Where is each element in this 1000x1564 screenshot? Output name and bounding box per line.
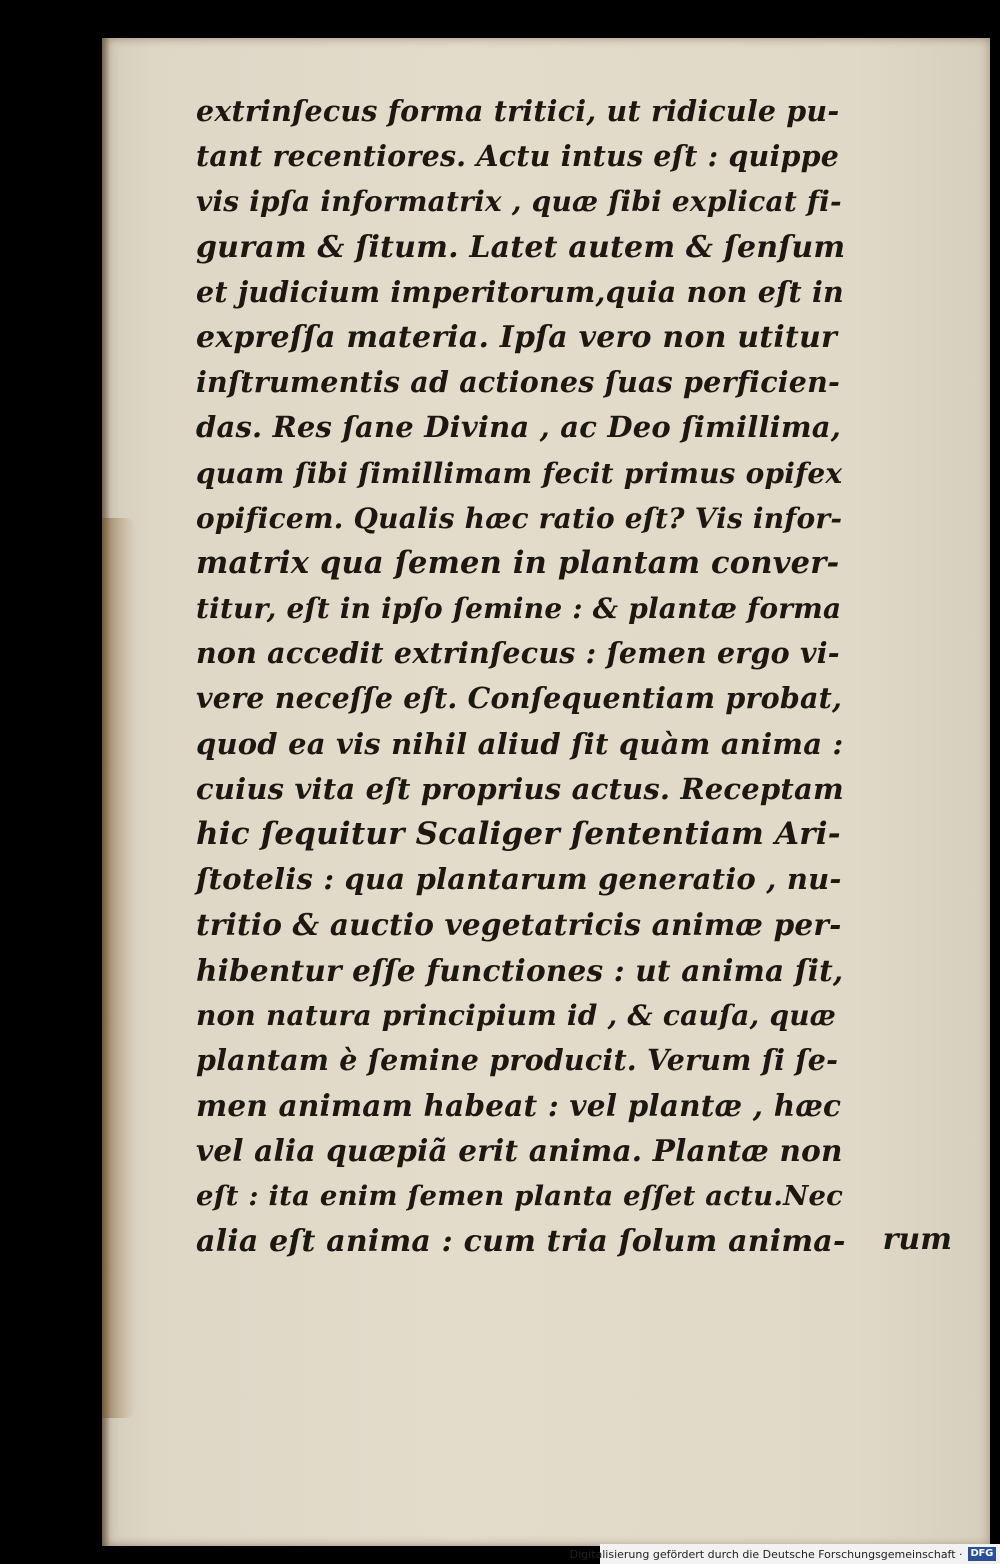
text-line: opificem. Qualis hæc ratio eſt? Vis infor-	[196, 501, 843, 535]
text-line: ſtotelis : qua plantarum generatio , nu-	[196, 862, 842, 897]
text-line: quod ea vis nihil aliud ſit quàm anima :	[196, 726, 844, 761]
text-line: vel alia quæpiã erit anima. Plantæ non	[196, 1133, 843, 1169]
catchword: rum	[882, 1222, 952, 1257]
text-line: hibentur eſſe functiones : ut anima ſit,	[196, 952, 844, 988]
text-line: vere neceſſe eſt. Conſequentiam probat,	[196, 681, 843, 716]
page-text-block	[196, 89, 846, 1264]
digitization-credit-bar	[569, 1544, 1000, 1564]
text-line: guram & ſitum. Latet autem & ſenſum	[196, 229, 846, 265]
text-line: non accedit extrinſecus : ſemen ergo vi-	[196, 636, 840, 671]
text-line: hic ſequitur Scaliger ſententiam Ari-	[196, 816, 841, 852]
text-line: men animam habeat : vel plantæ , hæc	[196, 1088, 842, 1124]
text-line: matrix qua ſemen in plantam conver-	[196, 544, 840, 581]
digitization-credit: Digitalisierung gefördert durch die Deutsche Forschungsgemeinschaft ·	[569, 1547, 963, 1561]
text-line: cuius vita eſt proprius actus. Receptam	[196, 771, 844, 806]
text-line: non natura principium id , & cauſa, quæ	[196, 998, 837, 1032]
text-line: titur, eſt in ipſo ſemine : & plantæ forma	[196, 592, 842, 626]
text-line: eſt : ita enim ſemen planta eſſet actu.Nec	[196, 1179, 844, 1212]
text-line: inſtrumentis ad actiones ſuas perficien-	[196, 365, 841, 400]
text-line: tant recentiores. Actu intus eſt : quippe	[196, 139, 840, 174]
text-line: vis ipſa informatrix , quæ ſibi explicat fi-	[196, 185, 842, 219]
text-line: tritio & auctio vegetatricis animæ per-	[196, 907, 842, 943]
text-line: das. Res ſane Divina , ac Deo ſimillima,	[196, 410, 842, 445]
text-line: expreſſa materia. Ipſa vero non utitur	[196, 319, 837, 355]
page-edge-stain	[102, 518, 136, 1418]
text-line: alia eſt anima : cum tria ſolum anima-	[196, 1223, 846, 1259]
text-line: et judicium imperitorum,quia non eſt in	[196, 274, 844, 309]
dfg-logo-icon: DFG	[968, 1547, 996, 1561]
text-line: plantam è ſemine producit. Verum ſi ſe-	[196, 1042, 839, 1077]
text-line: extrinſecus forma tritici, ut ridicule pu-	[196, 94, 840, 128]
text-line: quam ſibi ſimillimam fecit primus opifex	[196, 456, 843, 490]
